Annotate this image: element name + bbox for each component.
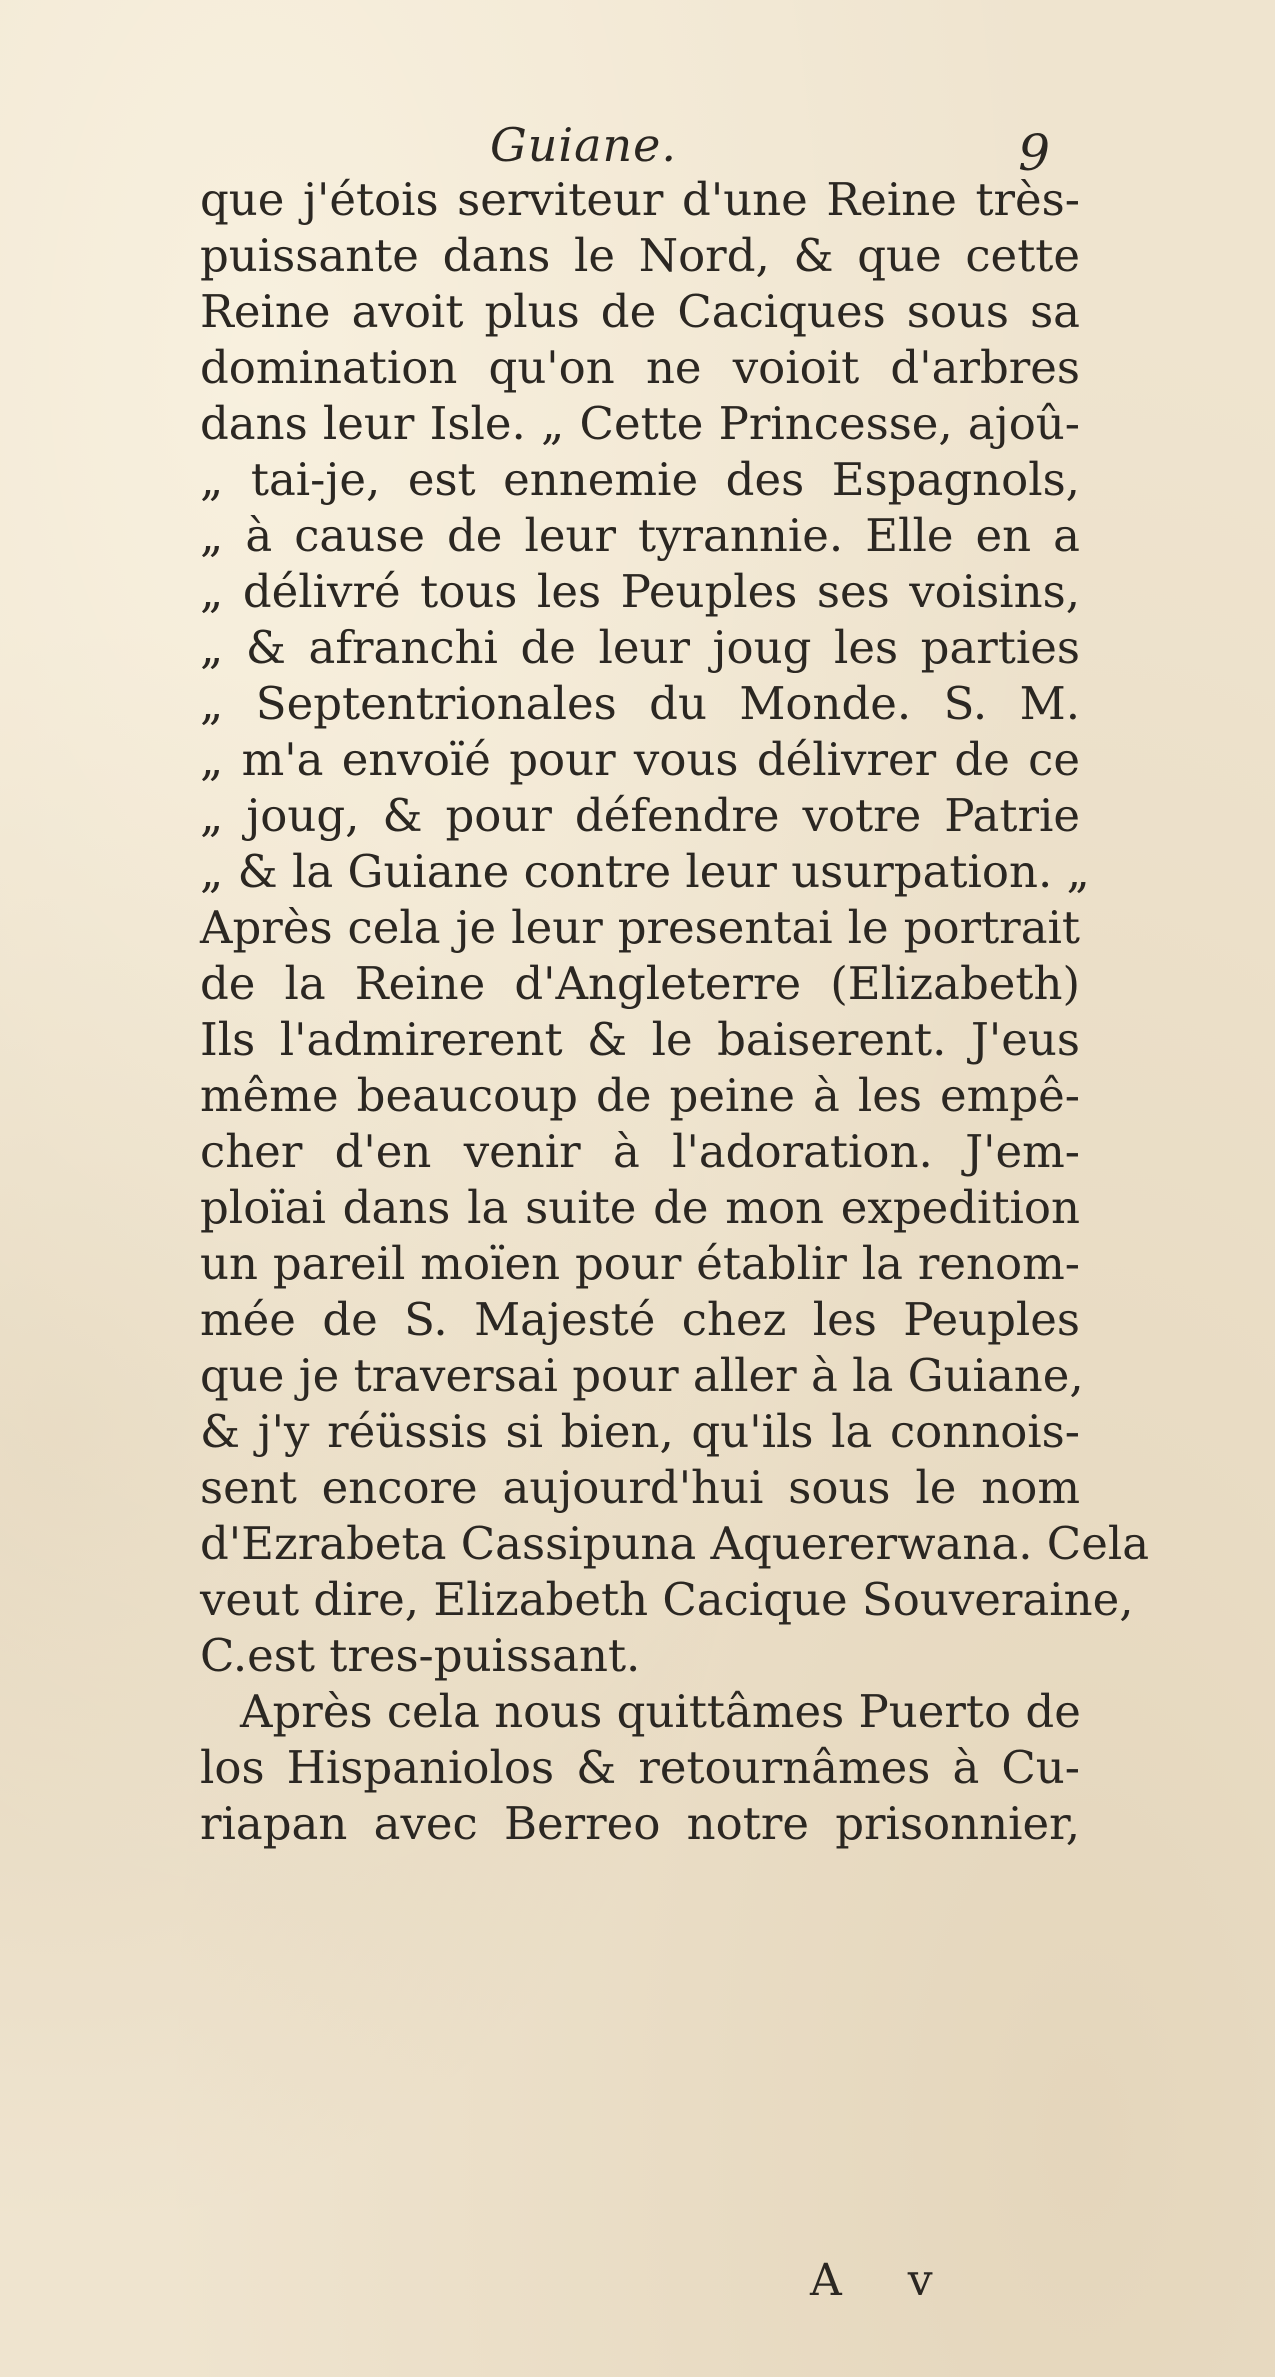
text-line: même beaucoup de peine à les empê- [200, 1069, 1080, 1122]
text-line: de la Reine d'Angleterre (Elizabeth) [200, 957, 1080, 1010]
page-number: 9 [1018, 124, 1050, 182]
text-line: domination qu'on ne voioit d'arbres [200, 341, 1080, 394]
text-line: Reine avoit plus de Caciques sous sa [200, 285, 1080, 338]
text-line: veut dire, Elizabeth Cacique Souveraine, [200, 1573, 1134, 1626]
text-line: dans leur Isle. „ Cette Princesse, ajoû- [200, 397, 1080, 450]
text-line: Après cela je leur presentai le portrait [200, 901, 1080, 954]
text-line: „ & la Guiane contre leur usurpation. „ [200, 845, 1090, 898]
text-line: „ & afranchi de leur joug les parties [200, 621, 1080, 674]
text-line: d'Ezrabeta Cassipuna Aquererwana. Cela [200, 1517, 1150, 1570]
text-line: riapan avec Berreo notre prisonnier, [200, 1797, 1080, 1850]
text-line: „ Septentrionales du Monde. S. M. [200, 677, 1080, 730]
text-line: los Hispaniolos & retournâmes à Cu- [200, 1741, 1080, 1794]
text-line: que j'étois serviteur d'une Reine très- [200, 173, 1080, 226]
signature-mark: A v [810, 2255, 959, 2306]
text-line: „ m'a envoïé pour vous délivrer de ce [200, 733, 1080, 786]
text-line: „ joug, & pour défendre votre Patrie [200, 789, 1080, 842]
text-line: puissante dans le Nord, & que cette [200, 229, 1080, 282]
body-text [200, 172, 1150, 1852]
text-line: un pareil moïen pour établir la renom- [200, 1237, 1080, 1290]
text-line: mée de S. Majesté chez les Peuples [200, 1293, 1080, 1346]
text-line: ploïai dans la suite de mon expedition [200, 1181, 1080, 1234]
text-line: cher d'en venir à l'adoration. J'em- [200, 1125, 1080, 1178]
text-line: „ tai-je, est ennemie des Espagnols, [200, 453, 1080, 506]
text-line: C.est tres-puissant. [200, 1629, 641, 1682]
text-line: sent encore aujourd'hui sous le nom [200, 1461, 1080, 1514]
text-line: que je traversai pour aller à la Guiane, [200, 1349, 1084, 1402]
running-head: Guiane. [490, 118, 677, 172]
text-line: „ délivré tous les Peuples ses voisins, [200, 565, 1080, 618]
text-line: & j'y réüssis si bien, qu'ils la connois- [200, 1405, 1080, 1458]
text-line: Ils l'admirerent & le baiserent. J'eus [200, 1013, 1080, 1066]
text-line: Après cela nous quittâmes Puerto de [240, 1685, 1081, 1738]
text-line: „ à cause de leur tyrannie. Elle en a [200, 509, 1080, 562]
